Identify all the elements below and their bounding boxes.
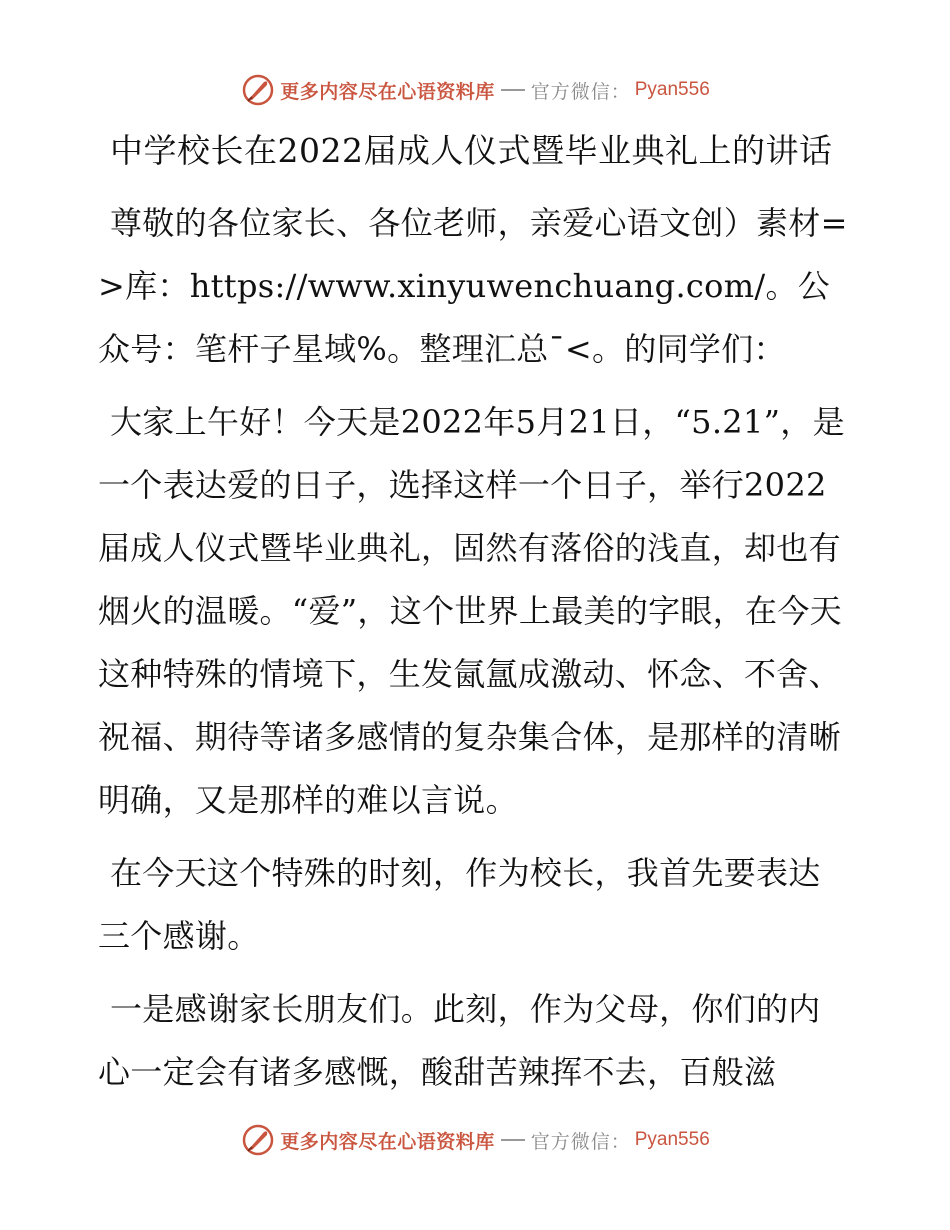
document-body xyxy=(98,122,850,1114)
paragraph-greeting: 尊敬的各位家长、各位老师，亲爱心语文创）素材=>库：https://www.xinyuwenchuang.com/。公众号：笔杆子星域%。整理汇总¯<。的同学们： xyxy=(98,204,848,368)
paragraph-opening: 大家上午好！今天是2022年5月21日，“5.21”，是一个表达爱的日子，选择这样一个日子，举行2022届成人仪式暨毕业典礼，固然有落俗的浅直，却也有烟火的温暖。“爱”，这个世界上最美的字眼，在今天这种特殊的情境下，生发氤氲成激动、怀念、不舍、祝福、期待等诸多感情的复杂集合体，是那样的清晰明确，又是那样的难以言说。 xyxy=(98,403,845,819)
header-banner xyxy=(0,70,950,110)
header-brand-text: 更多内容尽在心语资料库 xyxy=(280,80,495,103)
paragraph-thanks-intro: 在今天这个特殊的时刻，作为校长，我首先要表达三个感谢。 xyxy=(98,854,821,955)
header-official-label: 官方微信： xyxy=(530,80,631,103)
footer-wechat-id: Pyan556 xyxy=(634,1129,710,1150)
document-title: 中学校长在2022届成人仪式暨毕业典礼上的讲话 xyxy=(110,131,833,170)
header-dash-divider xyxy=(501,89,525,91)
quill-pen-icon xyxy=(240,72,276,108)
footer-dash-divider xyxy=(501,1139,525,1141)
header-wechat-id: Pyan556 xyxy=(634,79,710,100)
footer-brand-text: 更多内容尽在心语资料库 xyxy=(280,1130,495,1153)
paragraph-thanks-parents: 一是感谢家长朋友们。此刻，作为父母，你们的内心一定会有诸多感慨，酸甜苦辣挥不去，百般滋 xyxy=(98,990,821,1091)
footer-official-label: 官方微信： xyxy=(530,1130,631,1153)
footer-banner xyxy=(0,1120,950,1160)
quill-pen-icon xyxy=(240,1122,276,1158)
